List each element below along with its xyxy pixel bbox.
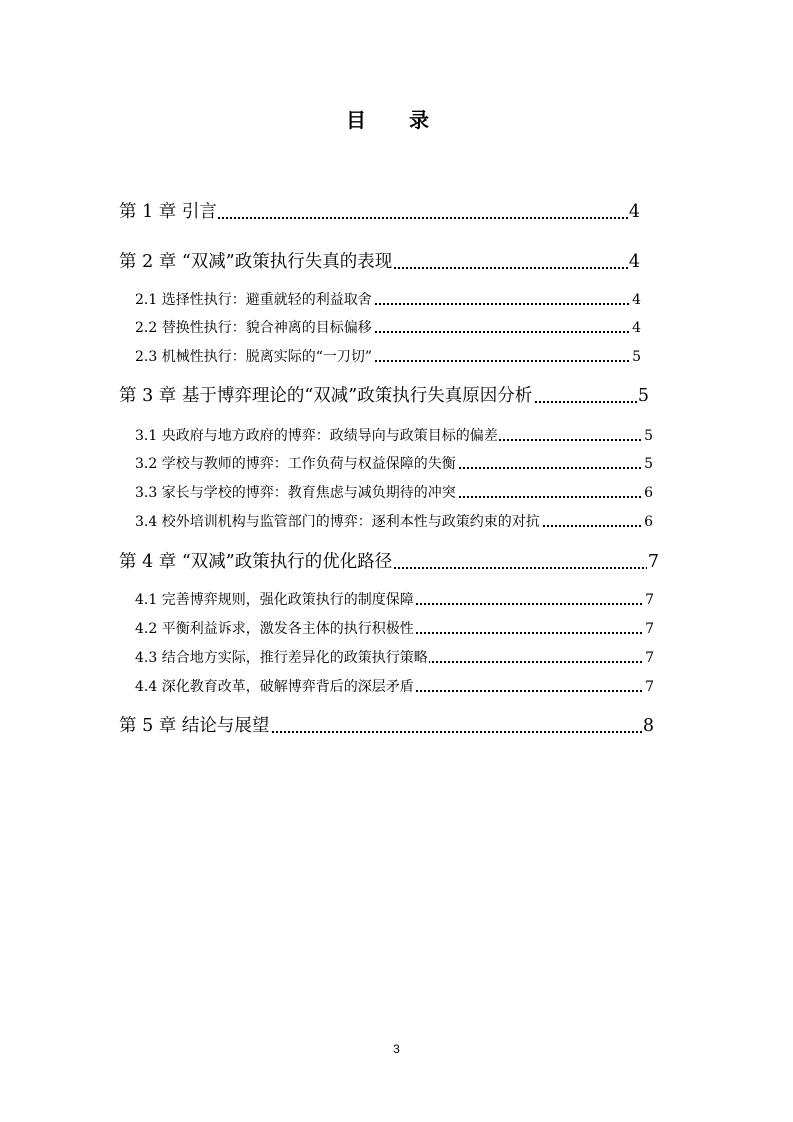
toc-section-4-2[interactable] [135, 619, 654, 639]
toc-page-number: 5 [632, 349, 641, 365]
toc-chapter-4[interactable] [119, 550, 659, 574]
toc-entry-label: 4.3 结合地方实际，推行差异化的政策执行策略 [135, 650, 428, 666]
toc-entry-label: 4.4 深化教育改革，破解博弈背后的深层矛盾 [135, 679, 414, 695]
toc-chapter-5[interactable] [119, 714, 654, 738]
toc-page-number: 5 [637, 386, 649, 406]
toc-section-2-1[interactable] [135, 290, 641, 310]
toc-page-number: 7 [647, 552, 659, 572]
toc-entry-label: 第 4 章 “双减”政策执行的优化路径 [119, 552, 393, 572]
toc-page-number: 4 [628, 252, 640, 272]
toc-section-2-3[interactable] [135, 347, 641, 367]
toc-page-number: 6 [644, 485, 653, 501]
toc-page-number: 4 [628, 202, 640, 222]
toc-section-4-4[interactable] [135, 677, 654, 697]
toc-entry-label: 3.3 家长与学校的博弈：教育焦虑与减负期待的冲突 [135, 485, 456, 501]
toc-section-3-3[interactable] [135, 483, 653, 503]
toc-chapter-2[interactable] [119, 250, 640, 274]
toc-section-3-1[interactable] [135, 426, 653, 446]
page-number: 3 [393, 1042, 400, 1056]
toc-entry-label: 2.1 选择性执行：避重就轻的利益取舍 [135, 292, 372, 308]
toc-entry-label: 3.1 央政府与地方政府的博弈：政绩导向与政策目标的偏差 [135, 428, 498, 444]
toc-entry-label: 第 3 章 基于博弈理论的“双减”政策执行失真原因分析 [119, 386, 533, 406]
toc-page-number: 4 [632, 292, 641, 308]
toc-entry-label: 第 2 章 “双减”政策执行失真的表现 [119, 252, 393, 272]
toc-page-number: 5 [644, 456, 653, 472]
toc-chapter-3[interactable] [119, 384, 649, 408]
toc-page-number: 5 [644, 428, 653, 444]
toc-entry-label: 2.2 替换性执行：貌合神离的目标偏移 [135, 320, 372, 336]
toc-page-number: 7 [645, 621, 654, 637]
toc-entry-label: 第 1 章 引言 [119, 202, 217, 222]
toc-chapter-1[interactable] [119, 200, 640, 224]
toc-title: 目 录 [346, 108, 447, 132]
toc-page-number: 4 [632, 320, 641, 336]
toc-entry-label: 3.2 学校与教师的博弈：工作负荷与权益保障的失衡 [135, 456, 456, 472]
toc-entry-label: 4.2 平衡利益诉求，激发各主体的执行积极性 [135, 621, 414, 637]
toc-page-number: 7 [645, 679, 654, 695]
toc-entry-label: 3.4 校外培训机构与监管部门的博弈：逐利本性与政策约束的对抗 [135, 514, 540, 530]
toc-page-number: 8 [642, 716, 654, 736]
toc-section-3-4[interactable] [135, 512, 653, 532]
toc-section-3-2[interactable] [135, 454, 653, 474]
toc-section-2-2[interactable] [135, 318, 641, 338]
toc-section-4-1[interactable] [135, 590, 654, 610]
toc-page-number: 7 [645, 592, 654, 608]
toc-section-4-3[interactable] [135, 648, 654, 668]
toc-page-number: 7 [645, 650, 654, 666]
toc-entry-label: 4.1 完善博弈规则，强化政策执行的制度保障 [135, 592, 414, 608]
toc-entry-label: 2.3 机械性执行：脱离实际的“一刀切” [135, 349, 373, 365]
toc-entry-label: 第 5 章 结论与展望 [119, 716, 270, 736]
toc-page-number: 6 [644, 514, 653, 530]
